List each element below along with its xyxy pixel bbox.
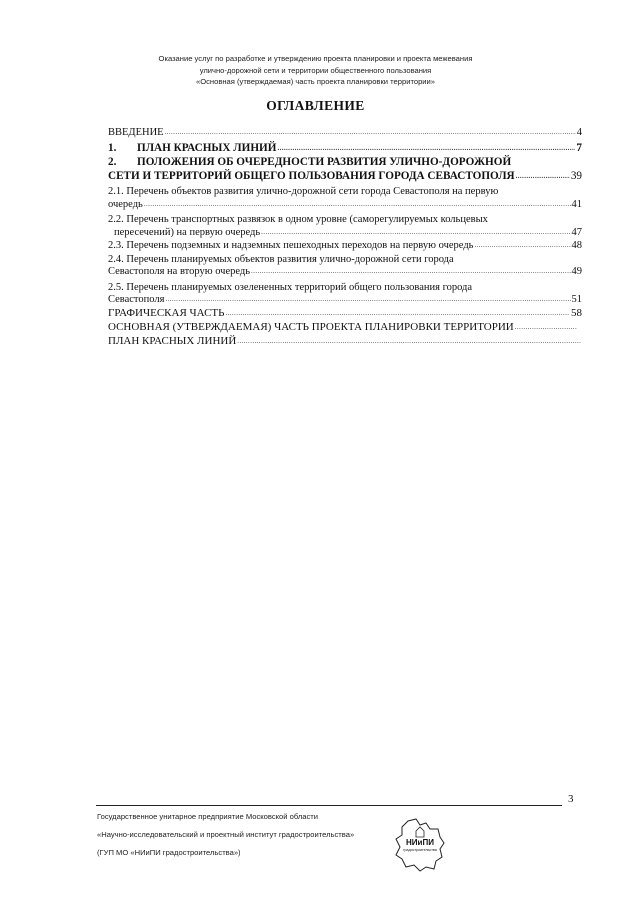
dot-leader [261,226,570,239]
toc-entry-label-line-1: 2.4. Перечень планируемых объектов развития улично-дорожной сети города [108,253,454,265]
logo-subtext: градостроительства [403,848,437,852]
table-of-contents [108,127,582,349]
document-header [0,53,631,88]
toc-entry-section-1[interactable] [108,142,582,157]
toc-entry-label: ПЛАН КРАСНЫХ ЛИНИЙ [137,141,277,154]
toc-entry-red-lines[interactable] [108,335,582,349]
header-line-1: Оказание услуг по разработке и утверждению проекта планировки и проекта межевания [158,54,473,63]
footer-line-2: «Научно-исследовательский и проектный институт градостроительства» [97,830,355,839]
toc-entry-label: ОСНОВНАЯ (УТВЕРЖДАЕМАЯ) ЧАСТЬ ПРОЕКТА ПЛАНИРОВКИ ТЕРРИТОРИИ [108,320,514,333]
toc-entry-graphic-part[interactable] [108,307,582,321]
toc-entry-number: 2. [108,156,117,168]
dot-leader [516,170,570,184]
toc-entry-label-line-1: 2.1. Перечень объектов развития улично-дорожной сети города Севастополя на первую [108,186,499,197]
toc-entry-2-1[interactable] [108,186,582,211]
toc-entry-label: ВВЕДЕНИЕ [108,127,164,138]
page-number: 3 [568,793,574,805]
toc-entry-page: 39 [570,169,582,182]
toc-entry-label-line-2: очередь [108,198,143,210]
toc-entry-label-line-1: 2.2. Перечень транспортных развязок в одном уровне (саморегулируемых кольцевых [108,214,488,225]
toc-entry-section-2[interactable] [108,156,582,184]
toc-entry-label-line-2: пересечений) на первую очередь [114,226,261,238]
dot-leader [144,198,571,211]
toc-entry-page: 51 [571,294,582,305]
dot-leader [237,335,581,348]
toc-entry-label: 2.3. Перечень подземных и надземных пешеходных переходов на первую очередь [108,240,474,251]
toc-entry-label-line-1: 2.5. Перечень планируемых озелененных территорий общего пользования города [108,281,473,293]
toc-entry-page: 4 [576,127,582,138]
toc-entry-page: 47 [571,226,582,238]
logo-text: НИиПИ [406,838,434,847]
toc-entry-label-line-1: ПОЛОЖЕНИЯ ОБ ОЧЕРЕДНОСТИ РАЗВИТИЯ УЛИЧНО-ДОРОЖНОЙ [137,156,512,168]
institute-logo-icon [394,817,446,873]
dot-leader [165,293,570,306]
toc-entry-page: 49 [571,266,582,277]
toc-title: ОГЛАВЛЕНИЕ [266,98,365,113]
toc-entry-label-line-2: СЕТИ И ТЕРРИТОРИЙ ОБЩЕГО ПОЛЬЗОВАНИЯ ГОРОДА СЕВАСТОПОЛЯ [108,169,515,182]
footer-line-3: (ГУП МО «НИиПИ градостроительства») [97,848,241,857]
toc-entry-label: ПЛАН КРАСНЫХ ЛИНИЙ [108,334,237,347]
toc-entry-2-2[interactable] [108,214,582,239]
toc-entry-page: 48 [571,240,582,251]
toc-entry-label: ГРАФИЧЕСКАЯ ЧАСТЬ [108,306,225,319]
header-line-2: улично-дорожной сети и территории общественного пользования [199,65,432,75]
dot-leader [277,142,575,156]
dot-leader [225,307,570,320]
footer-divider [96,805,562,806]
dot-leader [251,265,570,278]
toc-entry-page: 41 [571,198,582,210]
toc-entry-label-line-2: Севастополя на вторую очередь [108,266,251,277]
toc-entry-page: 58 [571,306,582,319]
toc-entry-page: 7 [576,141,582,154]
dot-leader [474,239,570,252]
header-line-3: «Основная (утверждаемая) часть проекта планировки территории» [195,77,435,86]
toc-entry-main-part[interactable] [108,321,578,335]
toc-entry-2-3[interactable] [108,240,582,253]
toc-entry-label-line-2: Севастополя [108,294,165,305]
toc-entry-number: 1. [108,141,117,154]
dot-leader [165,126,576,139]
footer-line-1: Государственное унитарное предприятие Московской области [97,812,319,821]
toc-entry-2-4[interactable] [108,254,582,279]
toc-entry-intro[interactable] [108,127,582,140]
toc-entry-2-5[interactable] [108,282,582,307]
dot-leader [515,321,577,334]
